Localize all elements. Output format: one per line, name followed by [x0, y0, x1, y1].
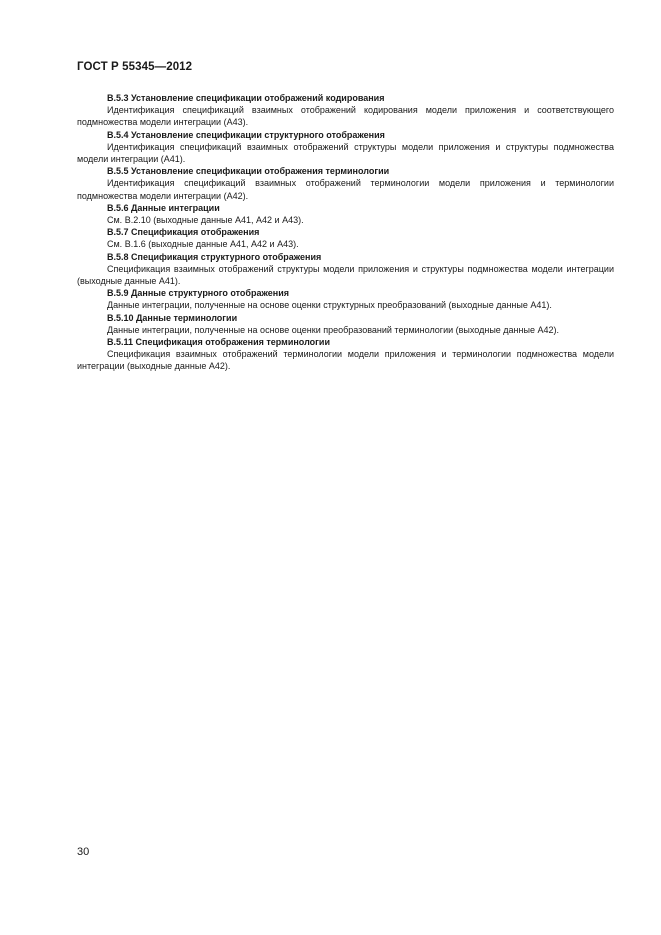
section-heading: B.5.11 Спецификация отображения терминологии — [107, 337, 330, 348]
section-b-5-9 — [77, 287, 614, 311]
section-heading: B.5.10 Данные терминологии — [107, 312, 238, 323]
section-b-5-7 — [77, 226, 614, 250]
section-b-5-3 — [77, 92, 614, 129]
section-heading: B.5.3 Установление спецификации отображений кодирования — [107, 93, 385, 103]
section-b-5-5 — [77, 165, 614, 202]
section-heading: B.5.5 Установление спецификации отображения терминологии — [107, 166, 390, 177]
page-number: 30 — [77, 846, 90, 858]
section-text: Спецификация взаимных отображений терминологии модели приложения и терминологии подмножества модели интеграции (выходные данные А42). — [77, 349, 614, 372]
section-heading: B.5.4 Установление спецификации структурного отображения — [107, 129, 385, 140]
section-heading: B.5.8 Спецификация структурного отображения — [107, 251, 322, 262]
section-text: Данные интеграции, полученные на основе оценки преобразований терминологии (выходные данные А42). — [107, 324, 559, 335]
section-text: Идентификация спецификаций взаимных отображений структуры модели приложения и структуры подмножества модели интеграции (А41). — [77, 141, 614, 165]
document-body — [77, 92, 614, 373]
section-text: Идентификация спецификаций взаимных отображений терминологии модели приложения и терминологии подмножества модели интеграции (А42). — [77, 178, 614, 201]
section-heading: B.5.7 Спецификация отображения — [107, 227, 260, 238]
section-text: См. В.1.6 (выходные данные А41, А42 и А43). — [107, 239, 299, 250]
section-b-5-8 — [77, 251, 614, 288]
section-b-5-4 — [77, 129, 614, 166]
section-b-5-10 — [77, 312, 614, 336]
section-text: Идентификация спецификаций взаимных отображений кодирования модели приложения и соответствующего подмножества модели интеграции (А43). — [77, 105, 614, 128]
section-b-5-6 — [77, 202, 614, 226]
section-text: Спецификация взаимных отображений структуры модели приложения и структуры подмножества модели интеграции (выходные данные А41). — [77, 263, 614, 287]
section-b-5-11 — [77, 336, 614, 373]
document-header: ГОСТ Р 55345—2012 — [77, 61, 193, 73]
section-heading: B.5.6 Данные интеграции — [107, 202, 220, 213]
section-heading: B.5.9 Данные структурного отображения — [107, 288, 289, 299]
section-text: См. В.2.10 (выходные данные А41, А42 и А43). — [107, 215, 304, 226]
section-text: Данные интеграции, полученные на основе оценки структурных преобразований (выходные данные А41). — [107, 300, 552, 311]
